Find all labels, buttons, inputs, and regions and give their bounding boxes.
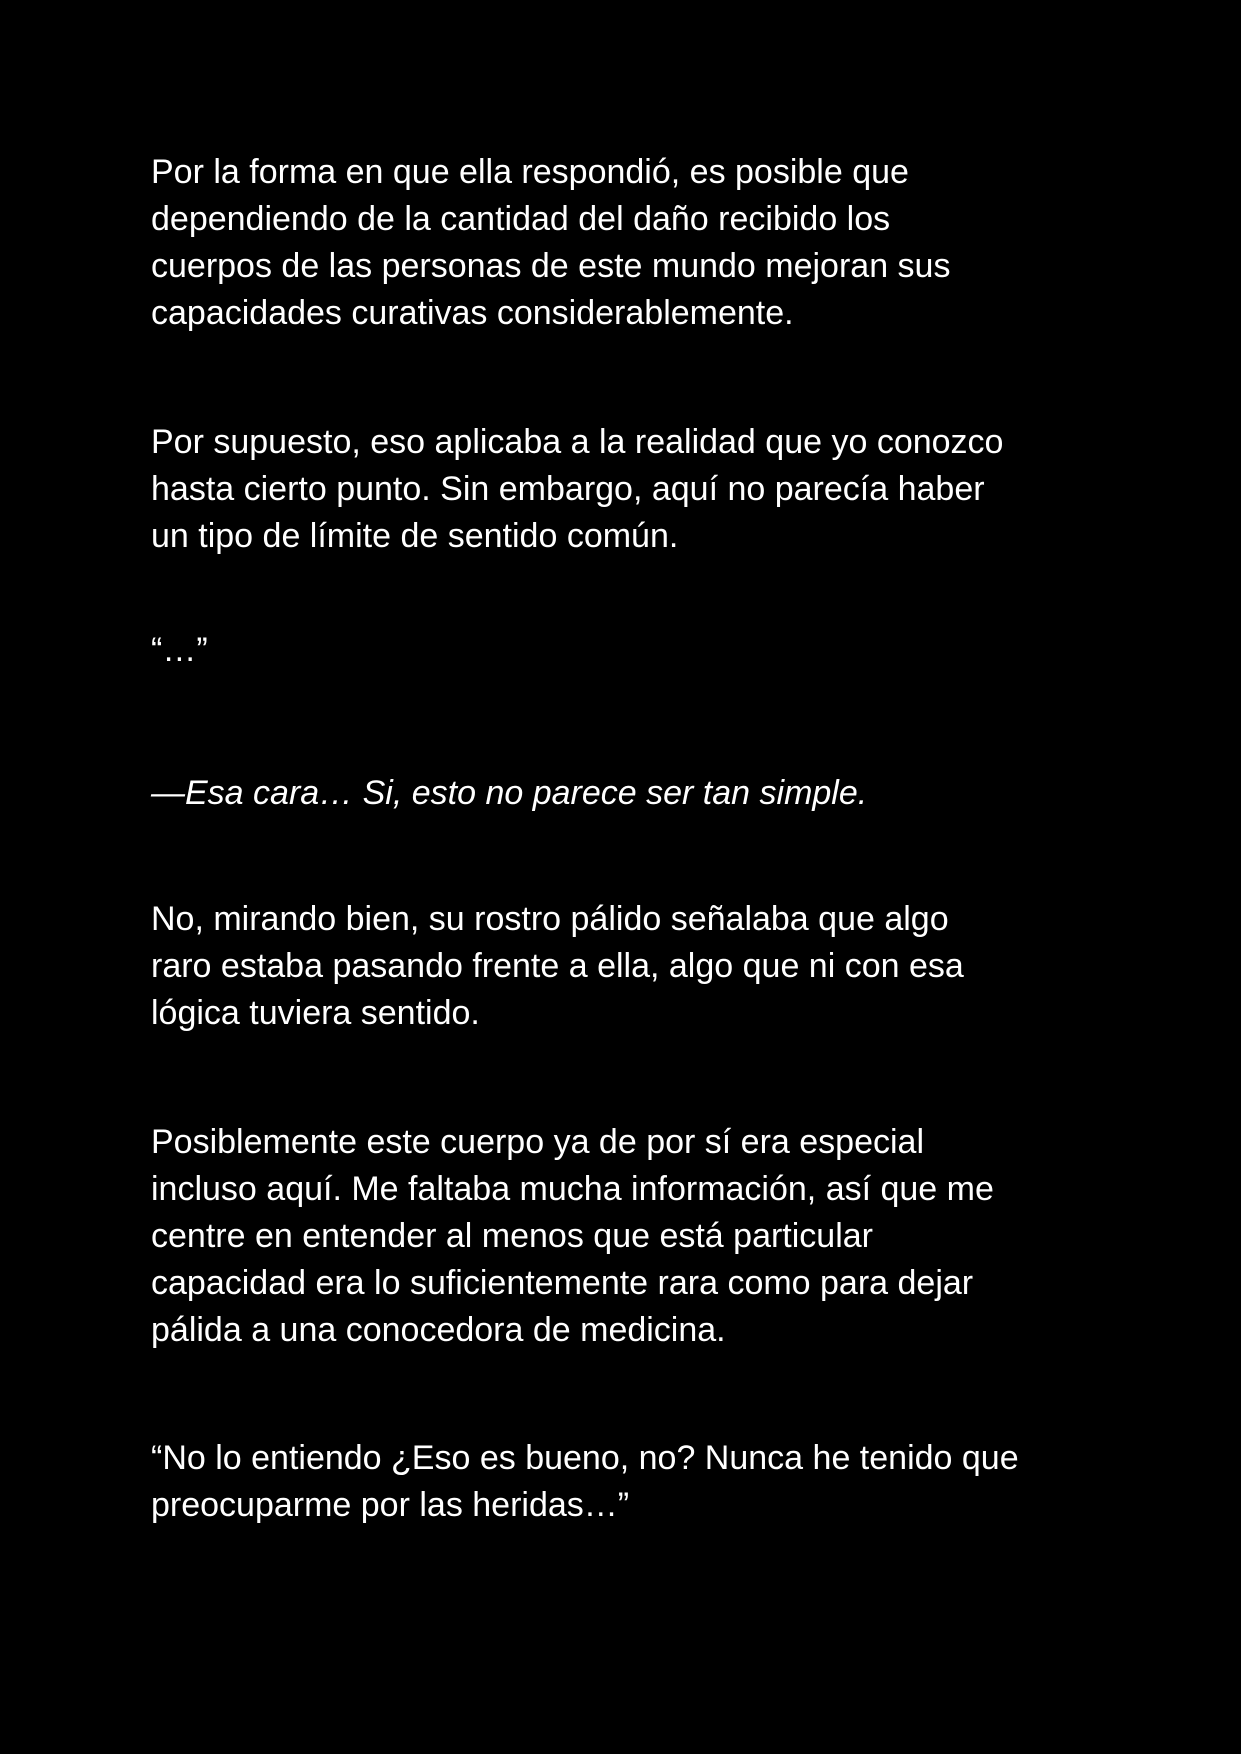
paragraph-1: Por la forma en que ella respondió, es posible que dependiendo de la cantidad del daño recibido los cuerpos de las personas de este mundo mejoran sus capacidades curativas considerablemente. [151,153,951,332]
paragraph-5: No, mirando bien, su rostro pálido señalaba que algo raro estaba pasando frente a ella, algo que ni con esa lógica tuviera sentido. [151,900,964,1032]
inner-thought: —Esa cara… Si, esto no parece ser tan simple. [151,774,868,812]
dialogue-ellipsis: “…” [151,631,208,669]
paragraph-2: Por supuesto, eso aplicaba a la realidad que yo conozco hasta cierto punto. Sin embargo, aquí no parecía haber un tipo de límite de sentido común. [151,423,1004,555]
dialogue-line: “No lo entiendo ¿Eso es bueno, no? Nunca he tenido que preocuparme por las heridas…” [151,1439,1019,1524]
paragraph-6: Posiblemente este cuerpo ya de por sí era especial incluso aquí. Me faltaba mucha información, así que me centre en entender al menos que está particular capacidad era lo suficientemente rara como para dejar pálida a una conocedora de medicina. [151,1123,994,1349]
